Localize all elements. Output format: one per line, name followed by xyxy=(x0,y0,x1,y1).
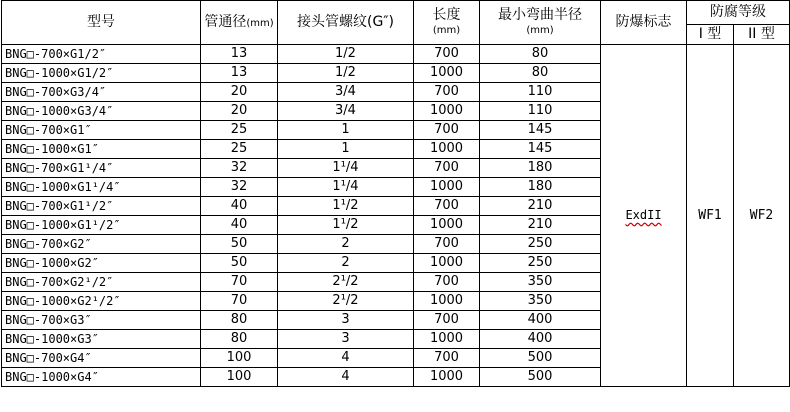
min-bend-radius-cell: 250 xyxy=(480,235,601,254)
model-cell: BNG□-700×G2″ xyxy=(2,235,201,254)
header-pipe-diameter-label: 管通径 xyxy=(204,13,247,30)
pipe-diameter-cell: 25 xyxy=(201,140,278,159)
min-bend-radius-cell: 210 xyxy=(480,197,601,216)
pipe-diameter-cell: 50 xyxy=(201,235,278,254)
model-cell: BNG□-1000×G3″ xyxy=(2,330,201,349)
length-cell: 700 xyxy=(414,311,480,330)
header-thread: 接头管螺纹(G″) xyxy=(278,1,414,45)
explosion-mark-value: ExdII xyxy=(625,208,662,222)
model-cell: BNG□-1000×G4″ xyxy=(2,368,201,387)
header-anticorrosion: 防腐等级 xyxy=(687,1,790,25)
length-cell: 1000 xyxy=(414,64,480,83)
model-cell: BNG□-700×G1″ xyxy=(2,121,201,140)
header-type2: II 型 xyxy=(734,25,790,45)
header-explosion-mark: 防爆标志 xyxy=(601,1,687,45)
pipe-diameter-cell: 40 xyxy=(201,197,278,216)
thread-cell: 1¹/4 xyxy=(278,159,414,178)
model-cell: BNG□-700×G1/2″ xyxy=(2,45,201,64)
min-bend-radius-cell: 80 xyxy=(480,45,601,64)
min-bend-radius-cell: 110 xyxy=(480,83,601,102)
length-cell: 1000 xyxy=(414,102,480,121)
pipe-diameter-cell: 20 xyxy=(201,102,278,121)
model-cell: BNG□-1000×G1″ xyxy=(2,140,201,159)
thread-cell: 3 xyxy=(278,311,414,330)
type1-value-cell: WF1 xyxy=(687,45,734,387)
model-cell: BNG□-1000×G1/2″ xyxy=(2,64,201,83)
thread-cell: 3/4 xyxy=(278,83,414,102)
explosion-mark-cell xyxy=(601,45,687,387)
model-cell: BNG□-1000×G1¹/4″ xyxy=(2,178,201,197)
length-cell: 700 xyxy=(414,159,480,178)
thread-cell: 4 xyxy=(278,349,414,368)
thread-cell: 3/4 xyxy=(278,102,414,121)
length-cell: 700 xyxy=(414,273,480,292)
length-cell: 700 xyxy=(414,235,480,254)
pipe-diameter-cell: 20 xyxy=(201,83,278,102)
pipe-diameter-cell: 70 xyxy=(201,273,278,292)
thread-cell: 3 xyxy=(278,330,414,349)
min-bend-radius-cell: 210 xyxy=(480,216,601,235)
min-bend-radius-cell: 500 xyxy=(480,368,601,387)
thread-cell: 2 xyxy=(278,254,414,273)
length-cell: 700 xyxy=(414,45,480,64)
pipe-diameter-cell: 13 xyxy=(201,45,278,64)
pipe-diameter-cell: 40 xyxy=(201,216,278,235)
min-bend-radius-cell: 400 xyxy=(480,311,601,330)
thread-cell: 1/2 xyxy=(278,64,414,83)
header-min-bend-radius xyxy=(480,1,601,45)
min-bend-radius-cell: 80 xyxy=(480,64,601,83)
model-cell: BNG□-1000×G3/4″ xyxy=(2,102,201,121)
pipe-diameter-cell: 32 xyxy=(201,178,278,197)
thread-cell: 1¹/4 xyxy=(278,178,414,197)
header-length xyxy=(414,1,480,45)
thread-cell: 1/2 xyxy=(278,45,414,64)
model-cell: BNG□-700×G3/4″ xyxy=(2,83,201,102)
model-cell: BNG□-700×G1¹/4″ xyxy=(2,159,201,178)
header-length-label: 长度 xyxy=(432,6,461,23)
min-bend-radius-cell: 350 xyxy=(480,292,601,311)
min-bend-radius-cell: 145 xyxy=(480,121,601,140)
model-cell: BNG□-1000×G2¹/2″ xyxy=(2,292,201,311)
min-bend-radius-cell: 110 xyxy=(480,102,601,121)
thread-cell: 1¹/2 xyxy=(278,197,414,216)
length-cell: 1000 xyxy=(414,292,480,311)
table-body xyxy=(2,45,790,387)
table-header xyxy=(2,1,790,45)
length-cell: 700 xyxy=(414,349,480,368)
thread-cell: 4 xyxy=(278,368,414,387)
length-cell: 700 xyxy=(414,121,480,140)
pipe-diameter-cell: 80 xyxy=(201,311,278,330)
pipe-diameter-cell: 50 xyxy=(201,254,278,273)
length-cell: 700 xyxy=(414,83,480,102)
min-bend-radius-cell: 400 xyxy=(480,330,601,349)
pipe-diameter-cell: 25 xyxy=(201,121,278,140)
header-pipe-diameter xyxy=(201,1,278,45)
length-cell: 1000 xyxy=(414,140,480,159)
length-cell: 1000 xyxy=(414,330,480,349)
thread-cell: 1 xyxy=(278,140,414,159)
pipe-diameter-cell: 32 xyxy=(201,159,278,178)
thread-cell: 2¹/2 xyxy=(278,292,414,311)
thread-cell: 2¹/2 xyxy=(278,273,414,292)
header-pipe-diameter-unit: (mm) xyxy=(246,17,274,29)
min-bend-radius-cell: 180 xyxy=(480,178,601,197)
length-cell: 1000 xyxy=(414,254,480,273)
length-cell: 700 xyxy=(414,197,480,216)
thread-cell: 2 xyxy=(278,235,414,254)
model-cell: BNG□-700×G2¹/2″ xyxy=(2,273,201,292)
min-bend-radius-cell: 180 xyxy=(480,159,601,178)
pipe-diameter-cell: 100 xyxy=(201,368,278,387)
header-type1: I 型 xyxy=(687,25,734,45)
pipe-diameter-cell: 70 xyxy=(201,292,278,311)
model-cell: BNG□-1000×G1¹/2″ xyxy=(2,216,201,235)
min-bend-radius-cell: 350 xyxy=(480,273,601,292)
pipe-diameter-cell: 100 xyxy=(201,349,278,368)
header-min-bend-radius-unit: (mm) xyxy=(526,24,554,36)
table-row xyxy=(2,45,790,64)
header-min-bend-radius-label: 最小弯曲半径 xyxy=(498,6,582,23)
length-cell: 1000 xyxy=(414,216,480,235)
model-cell: BNG□-700×G3″ xyxy=(2,311,201,330)
min-bend-radius-cell: 145 xyxy=(480,140,601,159)
min-bend-radius-cell: 250 xyxy=(480,254,601,273)
model-cell: BNG□-700×G1¹/2″ xyxy=(2,197,201,216)
model-cell: BNG□-700×G4″ xyxy=(2,349,201,368)
model-cell: BNG□-1000×G2″ xyxy=(2,254,201,273)
min-bend-radius-cell: 500 xyxy=(480,349,601,368)
pipe-diameter-cell: 13 xyxy=(201,64,278,83)
thread-cell: 1 xyxy=(278,121,414,140)
header-length-unit: (mm) xyxy=(432,24,461,36)
spec-table xyxy=(1,0,790,387)
header-model: 型号 xyxy=(2,1,201,45)
length-cell: 1000 xyxy=(414,178,480,197)
thread-cell: 1¹/2 xyxy=(278,216,414,235)
pipe-diameter-cell: 80 xyxy=(201,330,278,349)
length-cell: 1000 xyxy=(414,368,480,387)
type2-value-cell: WF2 xyxy=(734,45,790,387)
